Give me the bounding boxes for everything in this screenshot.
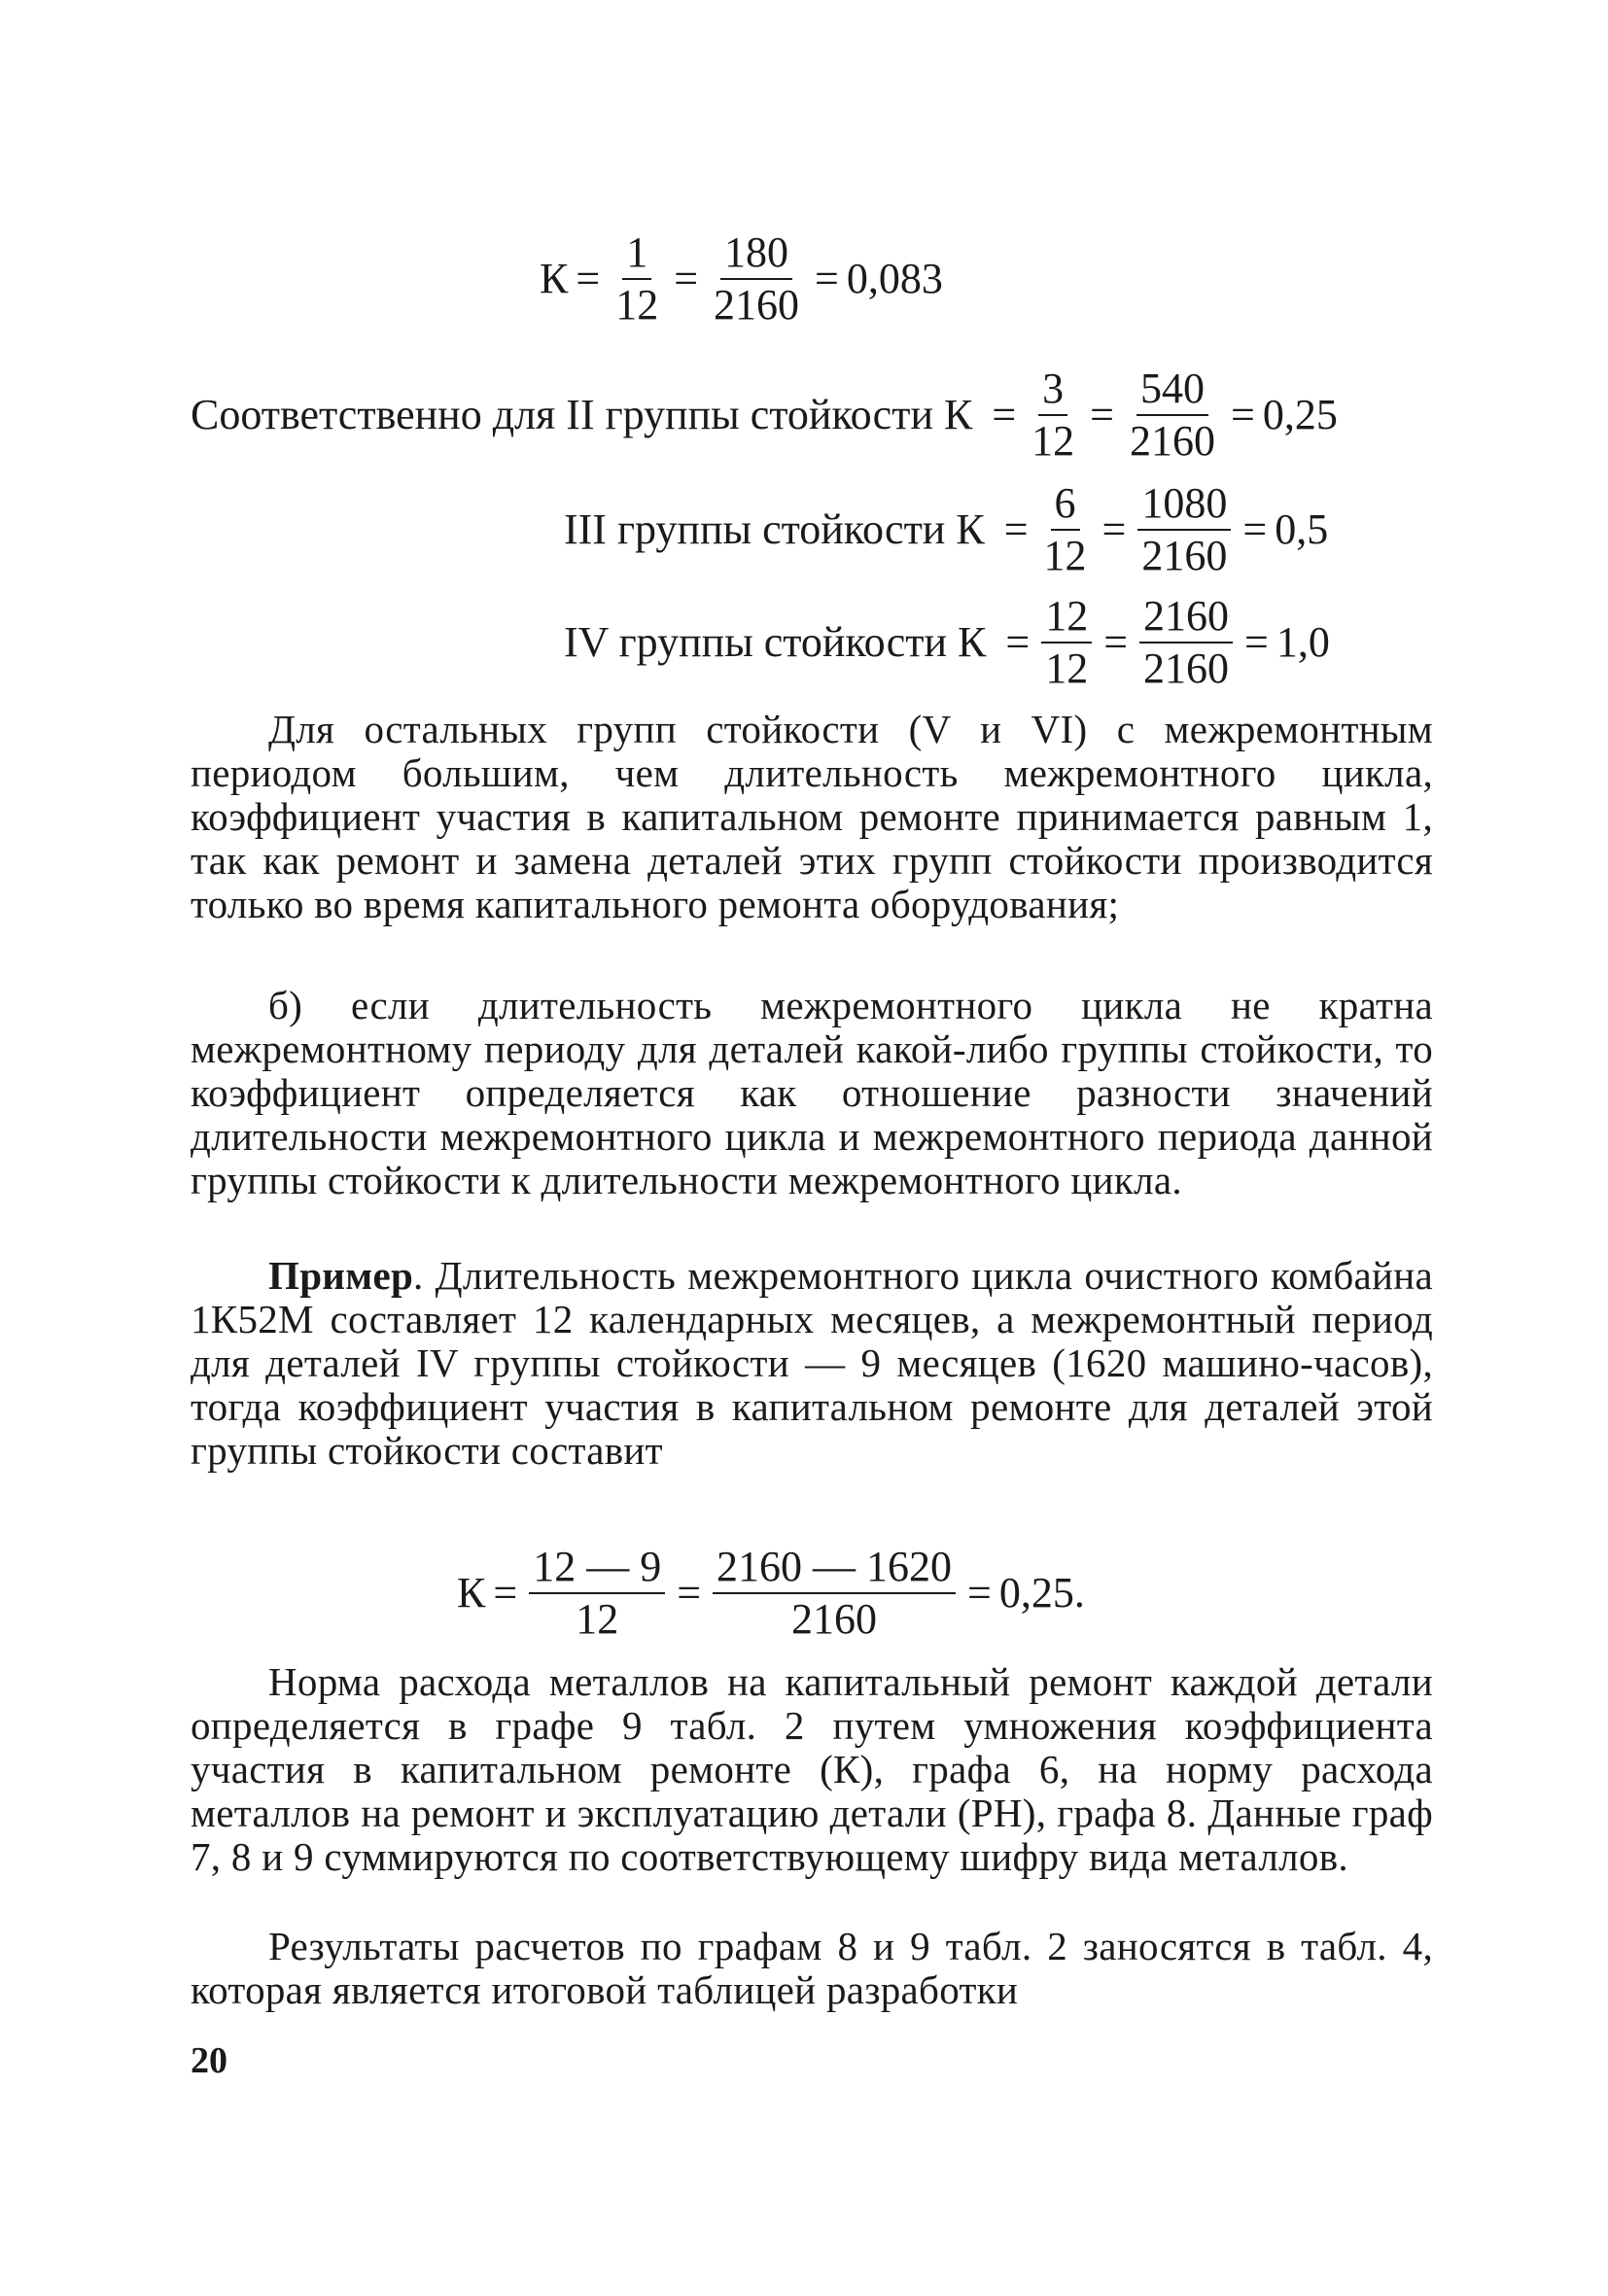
fraction: $\frac{2160}{2160}$ [1139, 595, 1233, 690]
formula-result: 0,5 [1275, 505, 1329, 553]
fraction: $\frac{180}{2160}$ [714, 228, 800, 329]
formula-result: 0,25. [998, 1569, 1085, 1617]
paragraph-results: Результаты расчетов по графам 8 и 9 табл. 2 заносятся в табл. 4, которая является итоговой таблицей разработки [191, 1924, 1433, 2012]
formula-group-3: III группы стойкости К = $\frac{6}{12}$ = $\frac{1080}{2160}$ = 0,5 [564, 479, 1329, 579]
formula-result: 0,083 [846, 255, 943, 302]
formula-group-4: IV группы стойкости К = $\frac{12}{12}$ = $\frac{2160}{2160}$ = 1,0 [564, 592, 1330, 692]
formula-lhs: К [540, 255, 569, 302]
paragraph-example: Пример. Длительность межремонтного цикла очистного комбайна 1К52М составляет 12 календарных месяцев, а межремонтный период для деталей IV группы стойкости — 9 месяцев (1620 машино-часов), тогда коэффициент участия в капитальном ремонте для деталей этой группы стойкости составит [191, 1253, 1433, 1473]
page-number: 20 [191, 2040, 227, 2081]
formula-group-2: Соответственно для II группы стойкости К = $\frac{3}{12}$ = $\frac{540}{2160}$ = 0,25 [191, 365, 1338, 465]
fraction: $\frac{3}{12}$ [1031, 365, 1075, 465]
formula-result: 0,25 [1262, 391, 1338, 438]
example-label: Пример [268, 1253, 414, 1298]
formula-result: 1,0 [1276, 618, 1330, 666]
paragraph-norm: Норма расхода металлов на капитальный ремонт каждой детали определяется в графе 9 табл. 2 путем умножения коэффициента участия в капитальном ремонте (К), графа 6, на норму расхода металлов на ремонт и эксплуатацию детали (РН), графа 8. Данные граф 7, 8 и 9 суммируются по соответствующему шифру вида металлов. [191, 1659, 1433, 1879]
paragraph-other-groups: Для остальных групп стойкости (V и VI) с межремонтным периодом большим, чем длительность межремонтного цикла, коэффициент участия в капитальном ремонте принимается равным 1, так как ремонт и замена деталей этих групп стойкости производится только во время капитального ремонта оборудования; [191, 707, 1433, 926]
fraction: $\frac{6}{12}$ [1043, 479, 1087, 579]
fraction: $\frac{12 — 9}{12}$ [529, 1546, 665, 1641]
fraction: $\frac{12}{12}$ [1041, 595, 1092, 690]
fraction: $\frac{1080}{2160}$ [1137, 482, 1231, 577]
formula-main: К = $\frac{1}{12}$ = $\frac{180}{2160}$ = 0,083 [540, 228, 943, 329]
fraction: $\frac{1}{12}$ [615, 228, 659, 329]
fraction: $\frac{2160 — 1620}{2160}$ [713, 1546, 956, 1641]
paragraph-b: б) если длительность межремонтного цикла не кратна межремонтному периоду для деталей какой-либо группы стойкости, то коэффициент определяется как отношение разности значений длительности межремонтного цикла и межремонтного периода данной группы стойкости к длительности межремонтного цикла. [191, 983, 1433, 1202]
formula-lhs: К [457, 1569, 486, 1617]
formula-example: К = $\frac{12 — 9}{12}$ = $\frac{2160 — 1620}{2160}$ = 0,25. [457, 1543, 1085, 1643]
fraction: $\frac{540}{2160}$ [1130, 365, 1215, 465]
